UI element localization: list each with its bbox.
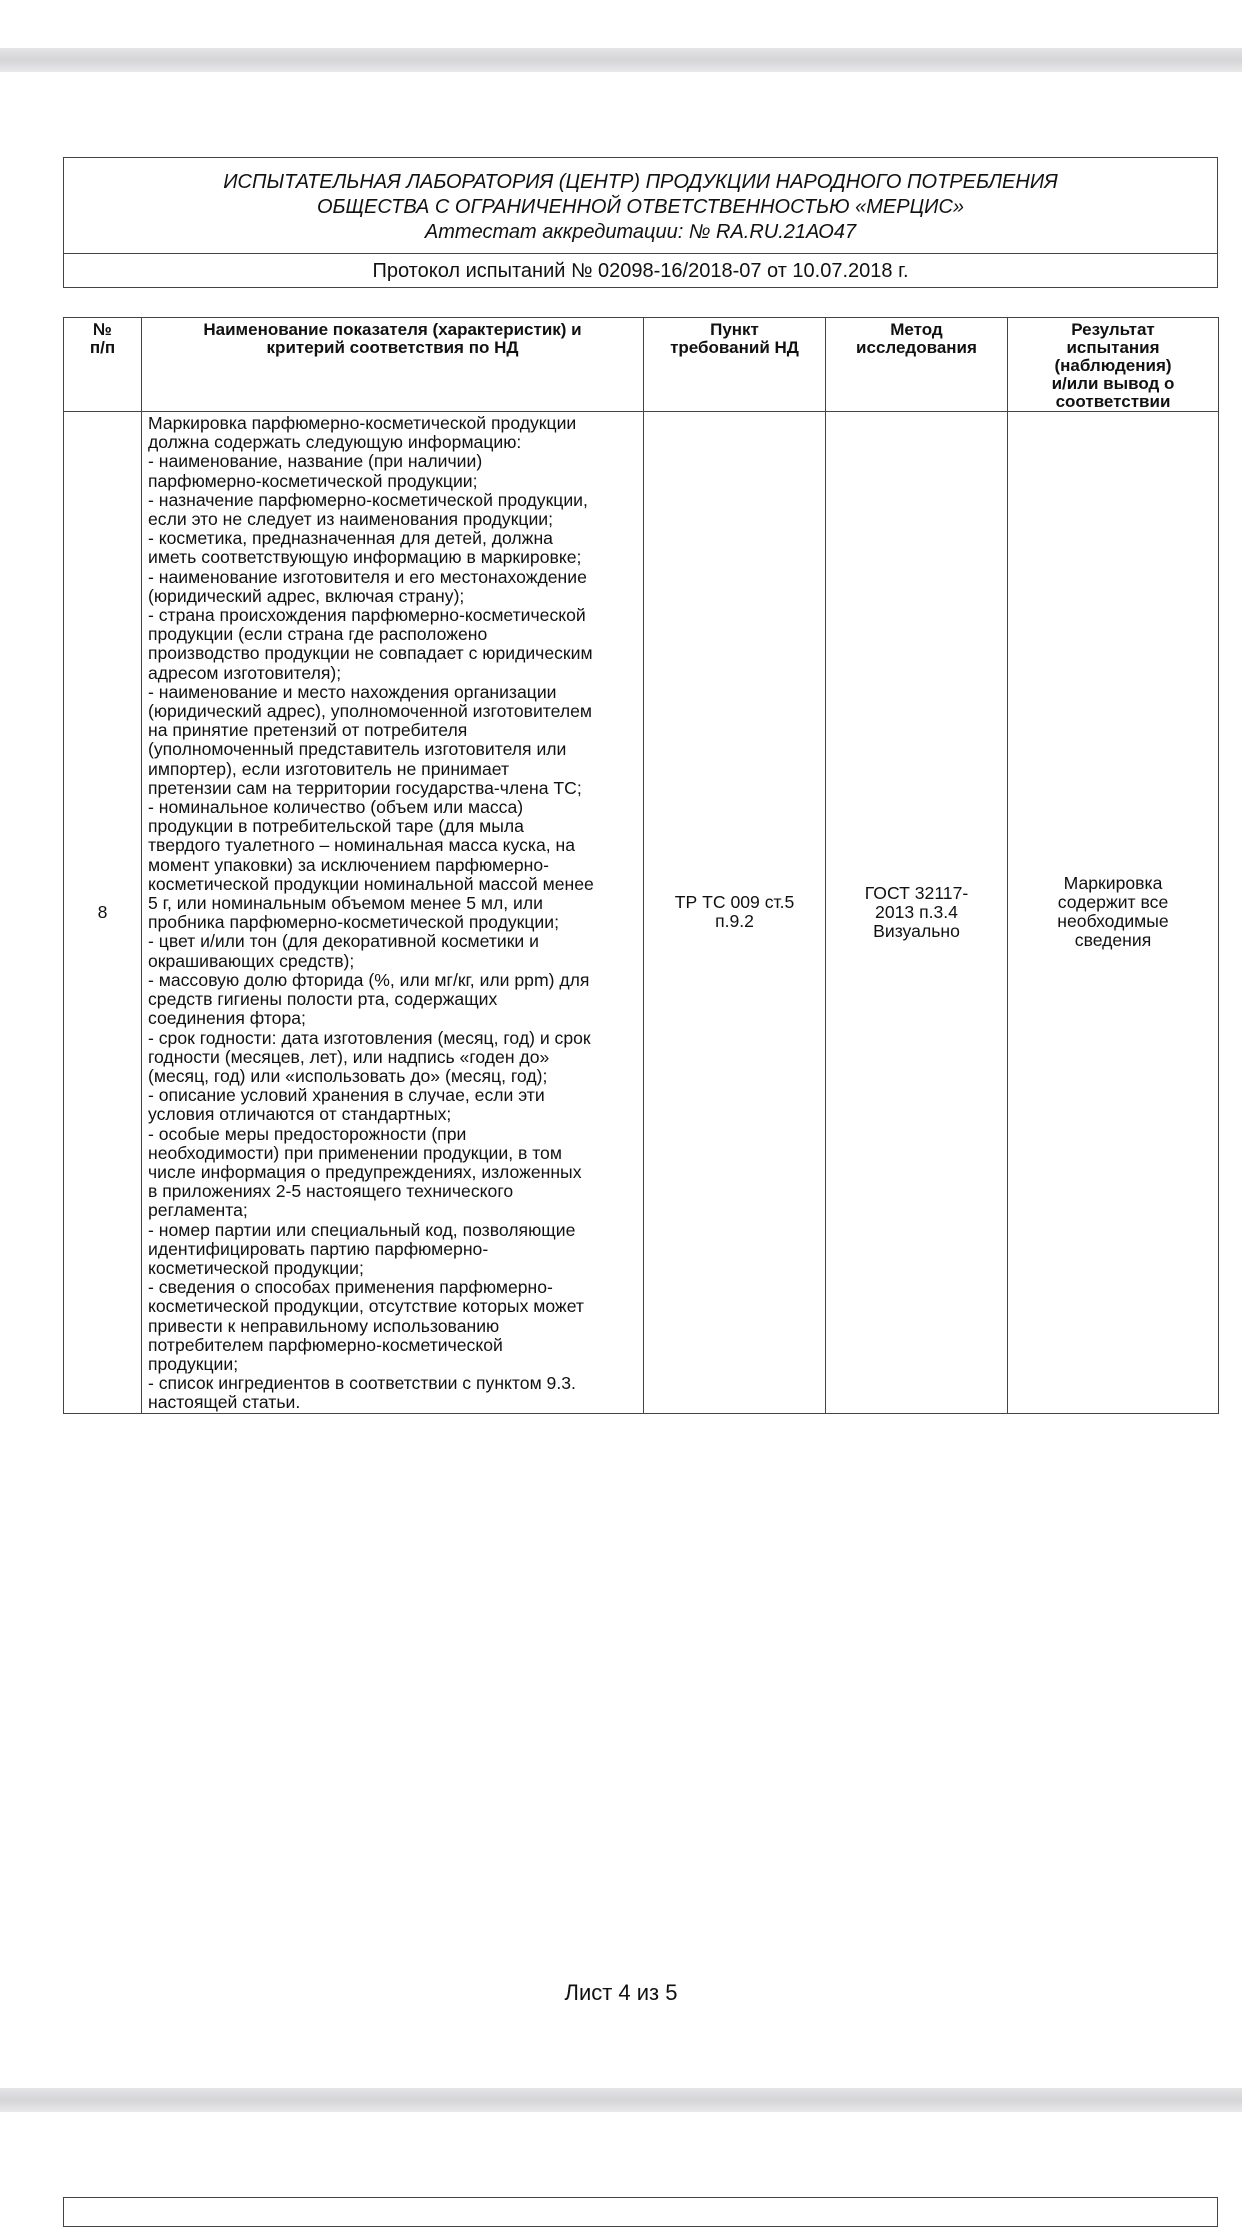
accreditation-number: Аттестат аккредитации: № RA.RU.21АО47 (424, 221, 857, 243)
protocol-title: Протокол испытаний № 02098-16/2018-07 от 10.07.2018 г. (372, 260, 909, 282)
method-line: Визуально (873, 920, 960, 941)
col-header-line: испытания (1066, 338, 1160, 357)
col-header-line: соответствии (1055, 392, 1171, 411)
page-separator (0, 2088, 1242, 2112)
requirement-cell (644, 412, 826, 1414)
col-header-line: исследования (856, 338, 977, 357)
criteria-line: продукции в потребительской таре (для мыла (148, 816, 524, 837)
criteria-line: - цвет и/или тон (для декоративной косметики и (148, 931, 539, 952)
criteria-line: претензии сам на территории государства-члена ТС; (148, 777, 582, 798)
criteria-line: настоящей статьи. (148, 1392, 301, 1413)
col-header-line: Пункт (710, 320, 759, 339)
criteria-line: - сведения о способах применения парфюмерно- (148, 1277, 553, 1298)
col-header-method (826, 318, 1008, 412)
result-line: сведения (1074, 930, 1152, 951)
result-line: Маркировка (1063, 873, 1163, 894)
row-number: 8 (64, 412, 142, 1414)
criteria-line: твердого туалетного – номинальная масса куска, на (148, 835, 576, 856)
criteria-line: - наименование изготовителя и его местонахождение (148, 566, 587, 587)
criteria-line: продукции; (148, 1353, 239, 1374)
criteria-line: окрашивающих средств); (148, 950, 355, 971)
criteria-line: - косметика, предназначенная для детей, должна (148, 528, 553, 549)
criteria-line: соединения фтора; (148, 1008, 306, 1029)
criteria-line: производство продукции не совпадает с юридическим (148, 643, 593, 664)
col-header-line: критерий соответствия по НД (266, 338, 519, 357)
col-header-line: Наименование показателя (характеристик) и (203, 320, 582, 339)
next-page-header-box (63, 2197, 1218, 2227)
criteria-line: - наименование и место нахождения организации (148, 681, 557, 702)
criteria-line: пробника парфюмерно-косметической продукции; (148, 912, 559, 933)
criteria-line: средств гигиены полости рта, содержащих (148, 989, 498, 1010)
criteria-line: - номинальное количество (объем или масса) (148, 797, 524, 818)
col-header-line: и/или вывод о (1051, 374, 1175, 393)
col-header-line: Метод (890, 320, 943, 339)
result-line: содержит все (1057, 892, 1169, 913)
criteria-line: (юридический адрес), уполномоченной изготовителем (148, 701, 593, 722)
page-number: Лист 4 из 5 (564, 1980, 678, 2005)
criteria-line: Маркировка парфюмерно-косметической продукции (148, 413, 577, 433)
method-cell (826, 412, 1008, 1414)
lab-info (64, 158, 1217, 254)
criteria-line: адресом изготовителя); (148, 662, 342, 683)
criteria-line: - особые меры предосторожности (при (148, 1123, 467, 1144)
criteria-line: - страна происхождения парфюмерно-косметической (148, 605, 586, 626)
criteria-line: (юридический адрес, включая страну); (148, 585, 465, 606)
col-header-requirement (644, 318, 826, 412)
criteria-line: косметической продукции номинальной массой менее (148, 873, 594, 894)
col-header-line: п/п (89, 338, 116, 357)
criteria-line: на принятие претензий от потребителя (148, 720, 468, 741)
criteria-line: если это не следует из наименования продукции; (148, 509, 554, 530)
result-cell (1008, 412, 1219, 1414)
table-header-row (64, 318, 1219, 412)
method-line: ГОСТ 32117- (864, 882, 969, 903)
page-separator (0, 48, 1242, 72)
requirement-line: п.9.2 (715, 911, 754, 932)
criteria-line: - массовую долю фторида (%, или мг/кг, или ppm) для (148, 969, 590, 990)
criteria-line: в приложениях 2-5 настоящего технического (148, 1181, 514, 1202)
criteria-line: должна содержать следующую информацию: (148, 432, 522, 453)
criteria-line: числе информация о предупреждениях, изложенных (148, 1161, 582, 1182)
results-table (63, 317, 1219, 1414)
col-header-number (64, 318, 142, 412)
criteria-line: (месяц, год) или «использовать до» (месяц, год); (148, 1065, 548, 1086)
method-line: 2013 п.3.4 (875, 901, 958, 922)
criteria-line: - номер партии или специальный код, позволяющие (148, 1219, 576, 1240)
criteria-line: привести к неправильному использованию (148, 1315, 500, 1336)
criteria-line: косметической продукции; (148, 1257, 364, 1278)
criteria-line: - описание условий хранения в случае, если эти (148, 1085, 545, 1106)
criteria-line: - назначение парфюмерно-косметической продукции, (148, 489, 588, 510)
criteria-line: косметической продукции, отсутствие которых может (148, 1296, 584, 1317)
protocol-header (63, 157, 1218, 288)
criteria-line: условия отличаются от стандартных; (148, 1104, 452, 1125)
criteria-line: - наименование, название (при наличии) (148, 451, 483, 472)
requirement-line: ТР ТС 009 ст.5 (674, 892, 795, 913)
criteria-line: (уполномоченный представитель изготовителя или (148, 739, 567, 760)
col-header-line: № (93, 320, 112, 339)
criteria-line: потребителем парфюмерно-косметической (148, 1334, 503, 1355)
criteria-line: парфюмерно-косметической продукции; (148, 470, 478, 491)
col-header-line: (наблюдения) (1054, 356, 1172, 375)
col-header-line: требований НД (670, 338, 799, 357)
criteria-line: идентифицировать партию парфюмерно- (148, 1238, 489, 1259)
criteria-cell (142, 412, 644, 1414)
criteria-line: регламента; (148, 1200, 248, 1221)
lab-name-line1: ИСПЫТАТЕЛЬНАЯ ЛАБОРАТОРИЯ (ЦЕНТР) ПРОДУКЦИИ НАРОДНОГО ПОТРЕБЛЕНИЯ (223, 171, 1058, 193)
lab-name-line2: ОБЩЕСТВА С ОГРАНИЧЕННОЙ ОТВЕТСТВЕННОСТЬЮ «МЕРЦИС» (316, 196, 965, 218)
col-header-criteria (142, 318, 644, 412)
col-header-line: Результат (1071, 320, 1155, 339)
criteria-line: - срок годности: дата изготовления (месяц, год) и срок (148, 1027, 591, 1048)
criteria-line: импортер), если изготовитель не принимает (148, 758, 509, 779)
result-line: необходимые (1057, 911, 1169, 932)
criteria-line: необходимости) при применении продукции, в том (148, 1142, 562, 1163)
table-row (64, 412, 1219, 1414)
criteria-line: момент упаковки) за исключением парфюмерно- (148, 854, 550, 875)
criteria-line: продукции (если страна где расположено (148, 624, 488, 645)
col-header-result (1008, 318, 1219, 412)
criteria-line: 5 г, или номинальным объемом менее 5 мл, или (148, 893, 543, 914)
criteria-line: - список ингредиентов в соответствии с пунктом 9.3. (148, 1373, 576, 1394)
criteria-line: иметь соответствующую информацию в маркировке; (148, 547, 582, 568)
criteria-line: годности (месяцев, лет), или надпись «годен до» (148, 1046, 550, 1067)
